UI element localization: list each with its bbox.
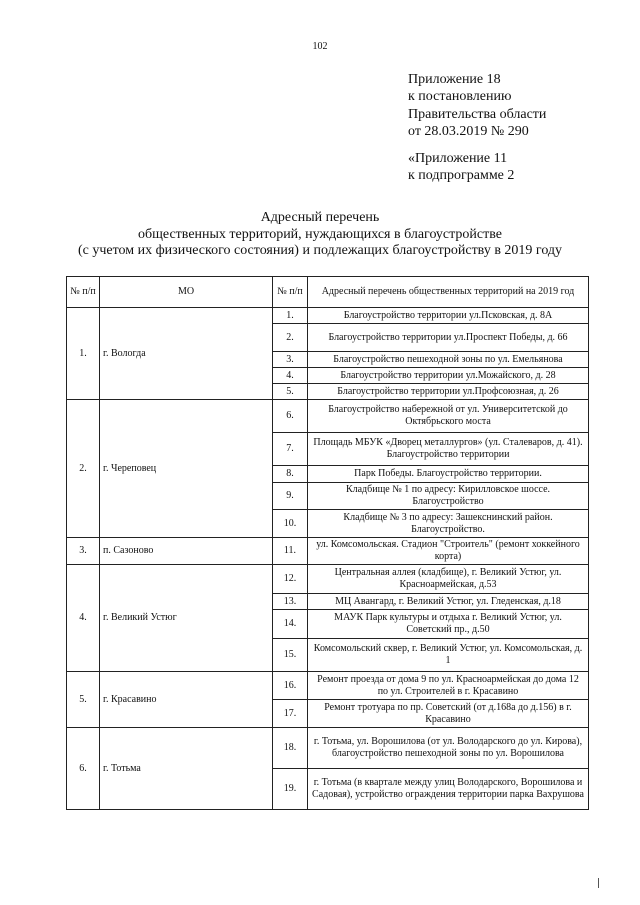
document-title: [0, 210, 640, 260]
item-text: Кладбище № 1 по адресу: Кирилловское шоссе. Благоустройство: [308, 483, 589, 510]
item-num: 3.: [273, 352, 308, 368]
item-text: Кладбище № 3 по адресу: Зашекснинский район. Благоустройство.: [308, 510, 589, 538]
header-item-num: № п/п: [273, 277, 308, 308]
item-num: 16.: [273, 672, 308, 700]
item-text: Благоустройство территории ул.Профсоюзная, д. 26: [308, 384, 589, 400]
item-num: 14.: [273, 610, 308, 639]
header-mo: МО: [100, 277, 273, 308]
item-text: Ремонт тротуара по пр. Советский (от д.168а до д.156) в г. Красавино: [308, 700, 589, 728]
appendix-line: от 28.03.2019 № 290: [408, 124, 529, 140]
item-text: МЦ Авангард, г. Великий Устюг, ул. Гледенская, д.18: [308, 594, 589, 610]
table-row: [67, 728, 589, 769]
item-num: 4.: [273, 368, 308, 384]
item-num: 7.: [273, 433, 308, 466]
item-num: 6.: [273, 400, 308, 433]
item-text: Благоустройство территории ул.Псковская, д. 8А: [308, 308, 589, 324]
item-num: 18.: [273, 728, 308, 769]
table-row: [67, 308, 589, 324]
group-mo: г. Череповец: [100, 400, 273, 538]
item-num: 19.: [273, 769, 308, 810]
item-text: Благоустройство пешеходной зоны по ул. Емельянова: [308, 352, 589, 368]
appendix-line: Приложение 18: [408, 72, 501, 87]
appendix-line: Правительства области: [408, 106, 547, 122]
appendix-line: к постановлению: [408, 89, 512, 105]
item-num: 9.: [273, 483, 308, 510]
address-table: [66, 276, 589, 810]
item-num: 13.: [273, 594, 308, 610]
item-num: 2.: [273, 324, 308, 352]
item-text: Площадь МБУК «Дворец металлургов» (ул. Сталеваров, д. 41). Благоустройство территории: [308, 433, 589, 466]
item-text: Ремонт проезда от дома 9 по ул. Красноармейская до дома 12 по ул. Строителей в г. Красавино: [308, 672, 589, 700]
group-num: 2.: [67, 400, 100, 538]
item-text: Комсомольский сквер, г. Великий Устюг, ул. Комсомольская, д. 1: [308, 639, 589, 672]
group-num: 3.: [67, 538, 100, 565]
group-num: 4.: [67, 565, 100, 672]
item-text: Благоустройство территории ул.Проспект Победы, д. 66: [308, 324, 589, 352]
appendix-line: к подпрограмме 2: [408, 168, 515, 184]
item-text: МАУК Парк культуры и отдыха г. Великий Устюг, ул. Советский пр., д.50: [308, 610, 589, 639]
group-num: 6.: [67, 728, 100, 810]
table-row: [67, 672, 589, 700]
item-text: г. Тотьма, ул. Ворошилова (от ул. Володарского до ул. Кирова), благоустройство пешеходной зоны по ул. Ворошилова: [308, 728, 589, 769]
title-line: общественных территорий, нуждающихся в благоустройстве: [138, 226, 502, 242]
group-mo: г. Красавино: [100, 672, 273, 728]
table-row: [67, 538, 589, 565]
appendix-line: «Приложение 11: [408, 150, 508, 166]
title-line: (с учетом их физического состояния) и подлежащих благоустройству в 2019 году: [77, 243, 563, 258]
item-num: 17.: [273, 700, 308, 728]
item-num: 12.: [273, 565, 308, 594]
item-num: 5.: [273, 384, 308, 400]
table-header-row: [67, 277, 589, 308]
group-num: 1.: [67, 308, 100, 400]
group-mo: г. Тотьма: [100, 728, 273, 810]
group-mo: п. Сазоново: [100, 538, 273, 565]
item-text: г. Тотьма (в квартале между улиц Володарского, Ворошилова и Садовая), устройство ограждения территории парка Вахрушова: [308, 769, 589, 810]
item-text: ул. Комсомольская. Стадион "Строитель" (ремонт хоккейного корта): [308, 538, 589, 565]
item-text: Благоустройство территории ул.Можайского, д. 28: [308, 368, 589, 384]
item-num: 8.: [273, 466, 308, 483]
table-row: [67, 400, 589, 433]
title-line: Адресный перечень: [260, 210, 380, 225]
table-row: [67, 565, 589, 594]
header-address: Адресный перечень общественных территорий на 2019 год: [308, 277, 589, 308]
group-mo: г. Великий Устюг: [100, 565, 273, 672]
item-text: Благоустройство набережной от ул. Университетской до Октябрьского моста: [308, 400, 589, 433]
item-text: Центральная аллея (кладбище), г. Великий Устюг, ул. Красноармейская, д.53: [308, 565, 589, 594]
page-number: 102: [312, 41, 328, 52]
appendix-block: [408, 71, 546, 184]
header-num: № п/п: [67, 277, 100, 308]
item-text: Парк Победы. Благоустройство территории.: [308, 466, 589, 483]
scan-mark: [598, 878, 599, 888]
item-num: 15.: [273, 639, 308, 672]
item-num: 10.: [273, 510, 308, 538]
group-mo: г. Вологда: [100, 308, 273, 400]
group-num: 5.: [67, 672, 100, 728]
item-num: 1.: [273, 308, 308, 324]
item-num: 11.: [273, 538, 308, 565]
